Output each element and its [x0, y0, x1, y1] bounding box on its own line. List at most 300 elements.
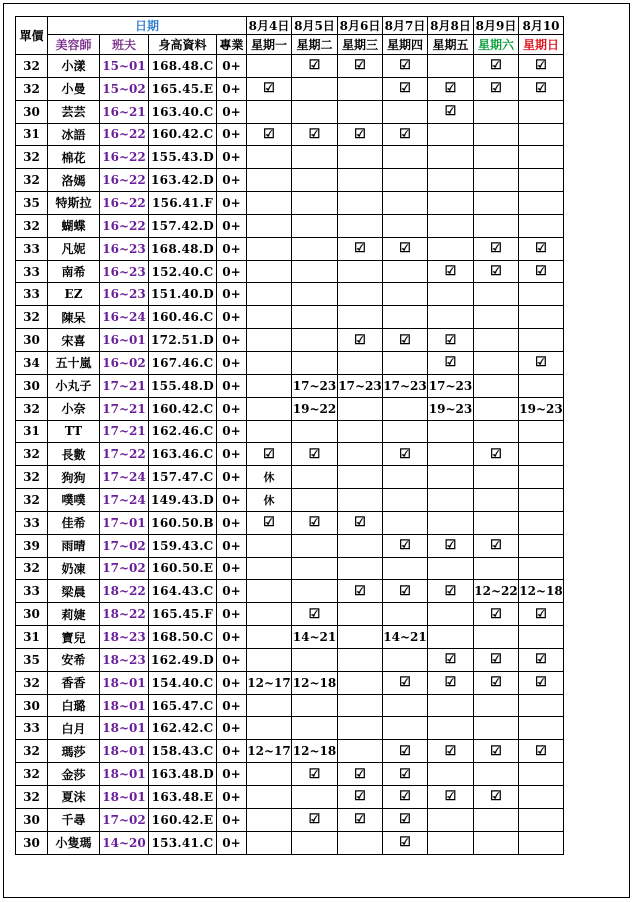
day-cell [338, 694, 383, 717]
checkbox-icon: ☑ [535, 81, 547, 97]
day-cell [247, 671, 292, 694]
day-cell [474, 466, 519, 489]
day-cell [247, 489, 292, 512]
special-cell: 0+ [217, 763, 247, 786]
day-cell [338, 192, 383, 215]
day-cell [383, 329, 428, 352]
day-cell [247, 466, 292, 489]
checkbox-icon: ☑ [399, 583, 411, 599]
shift-time: 17~23 [292, 378, 337, 393]
height-cell: 172.51.D [149, 329, 217, 352]
day-cell [247, 351, 292, 374]
ban-cell: 16~24 [100, 306, 149, 329]
day-cell [474, 55, 519, 78]
special-cell: 0+ [217, 557, 247, 580]
checkbox-icon: ☑ [354, 241, 366, 257]
day-cell [247, 100, 292, 123]
date-header: 8月7日 [383, 17, 428, 35]
table-row [16, 763, 564, 786]
height-cell: 164.43.C [149, 580, 217, 603]
checkbox-icon: ☑ [490, 743, 502, 759]
checkbox-icon: ☑ [354, 812, 366, 828]
day-cell [247, 306, 292, 329]
checkbox-icon: ☑ [444, 583, 457, 599]
checkbox-icon: ☑ [399, 446, 411, 462]
day-cell [247, 557, 292, 580]
day-cell [474, 192, 519, 215]
price-cell: 33 [16, 717, 48, 740]
special-cell: 0+ [217, 214, 247, 237]
day-cell [247, 648, 292, 671]
day-cell [519, 580, 564, 603]
name-cell: 寶兒 [48, 626, 100, 649]
day-cell [474, 626, 519, 649]
day-cell [292, 77, 338, 100]
name-cell: TT [48, 420, 100, 443]
day-off-label: 休 [263, 493, 275, 507]
day-cell [474, 77, 519, 100]
day-cell [338, 283, 383, 306]
day-header-fri: 星期五 [428, 35, 474, 55]
checkbox-icon: ☑ [354, 332, 366, 348]
ban-cell: 17~21 [100, 420, 149, 443]
name-cell: 洛嫣 [48, 169, 100, 192]
height-cell: 163.46.C [149, 443, 217, 466]
day-cell [519, 694, 564, 717]
day-cell [292, 740, 338, 763]
day-cell [474, 786, 519, 809]
day-cell [383, 283, 428, 306]
day-cell [519, 717, 564, 740]
height-cell: 156.41.F [149, 192, 217, 215]
day-cell [519, 489, 564, 512]
checkbox-icon: ☑ [399, 789, 411, 805]
price-cell: 34 [16, 351, 48, 374]
day-cell [519, 557, 564, 580]
height-cell: 165.45.F [149, 603, 217, 626]
day-cell [474, 534, 519, 557]
name-cell: 宋喜 [48, 329, 100, 352]
height-cell: 152.40.C [149, 260, 217, 283]
day-cell [519, 214, 564, 237]
special-cell: 0+ [217, 671, 247, 694]
checkbox-icon: ☑ [263, 515, 275, 531]
day-cell [474, 374, 519, 397]
name-cell: 小奈 [48, 397, 100, 420]
name-cell: 蝴蝶 [48, 214, 100, 237]
day-cell [428, 374, 474, 397]
date-header: 8月8日 [428, 17, 474, 35]
day-cell [474, 169, 519, 192]
day-cell [519, 306, 564, 329]
ban-cell: 18~22 [100, 580, 149, 603]
checkbox-icon: ☑ [490, 675, 502, 691]
day-cell [292, 603, 338, 626]
day-cell [474, 671, 519, 694]
checkbox-icon: ☑ [399, 81, 411, 97]
day-cell [428, 831, 474, 854]
price-cell: 30 [16, 603, 48, 626]
day-cell [519, 351, 564, 374]
special-cell: 0+ [217, 694, 247, 717]
ban-cell: 16~22 [100, 146, 149, 169]
day-cell [292, 351, 338, 374]
checkbox-icon: ☑ [490, 241, 502, 257]
day-cell [292, 329, 338, 352]
day-cell [292, 283, 338, 306]
checkbox-icon: ☑ [308, 515, 321, 531]
day-cell [292, 717, 338, 740]
day-cell [247, 420, 292, 443]
day-cell [383, 694, 428, 717]
day-cell [428, 77, 474, 100]
header-row-columns [16, 35, 564, 55]
day-cell [474, 717, 519, 740]
ban-cell: 16~21 [100, 100, 149, 123]
checkbox-icon: ☑ [444, 743, 457, 759]
checkbox-icon: ☑ [444, 355, 457, 371]
table-row [16, 192, 564, 215]
checkbox-icon: ☑ [444, 81, 457, 97]
height-cell: 165.47.C [149, 694, 217, 717]
price-cell: 30 [16, 374, 48, 397]
shift-time: 12~17 [247, 744, 291, 759]
day-cell [292, 443, 338, 466]
day-cell [383, 717, 428, 740]
ban-cell: 16~22 [100, 169, 149, 192]
day-cell [338, 534, 383, 557]
shift-time: 19~23 [519, 401, 563, 416]
shift-time: 17~23 [338, 378, 382, 393]
price-cell: 30 [16, 329, 48, 352]
ban-cell: 18~01 [100, 740, 149, 763]
day-cell [247, 831, 292, 854]
shift-time: 14~21 [383, 630, 427, 645]
special-cell: 0+ [217, 603, 247, 626]
day-cell [383, 626, 428, 649]
day-cell [428, 146, 474, 169]
day-cell [519, 831, 564, 854]
shift-time: 12~22 [474, 584, 518, 599]
day-cell [247, 214, 292, 237]
day-cell [383, 603, 428, 626]
table-row [16, 511, 564, 534]
table-row [16, 466, 564, 489]
day-cell [474, 123, 519, 146]
day-cell [292, 260, 338, 283]
date-header: 8月5日 [292, 17, 338, 35]
checkbox-icon: ☑ [399, 766, 411, 782]
table-row [16, 786, 564, 809]
name-cell: 夏沫 [48, 786, 100, 809]
day-cell [474, 740, 519, 763]
checkbox-icon: ☑ [444, 652, 457, 668]
day-cell [519, 443, 564, 466]
date-header: 8月9日 [474, 17, 519, 35]
height-cell: 162.42.C [149, 717, 217, 740]
shift-time: 12~18 [292, 744, 337, 759]
day-cell [428, 123, 474, 146]
special-cell: 0+ [217, 786, 247, 809]
day-cell [519, 786, 564, 809]
price-header: 單價 [16, 17, 48, 55]
height-cell: 165.45.E [149, 77, 217, 100]
col-name-header: 美容師 [48, 35, 100, 55]
ban-cell: 17~02 [100, 557, 149, 580]
day-cell [519, 626, 564, 649]
price-cell: 32 [16, 443, 48, 466]
checkbox-icon: ☑ [444, 789, 457, 805]
day-cell [428, 808, 474, 831]
price-cell: 30 [16, 831, 48, 854]
day-cell [519, 511, 564, 534]
special-cell: 0+ [217, 443, 247, 466]
day-cell [292, 489, 338, 512]
price-cell: 32 [16, 763, 48, 786]
name-cell: EZ [48, 283, 100, 306]
day-cell [247, 283, 292, 306]
height-cell: 149.43.D [149, 489, 217, 512]
checkbox-icon: ☑ [399, 241, 411, 257]
shift-time: 12~18 [292, 675, 337, 690]
day-cell [292, 648, 338, 671]
price-cell: 32 [16, 557, 48, 580]
ban-cell: 17~21 [100, 397, 149, 420]
ban-cell: 17~24 [100, 466, 149, 489]
price-cell: 35 [16, 192, 48, 215]
table-row [16, 420, 564, 443]
header-row-dates [16, 17, 564, 35]
day-header-wed: 星期三 [338, 35, 383, 55]
ban-cell: 17~01 [100, 511, 149, 534]
date-header: 8月6日 [338, 17, 383, 35]
day-cell [292, 626, 338, 649]
shift-time: 17~23 [428, 378, 473, 393]
day-cell [247, 77, 292, 100]
col-ban-header: 班夫 [100, 35, 149, 55]
checkbox-icon: ☑ [490, 789, 502, 805]
day-cell [428, 306, 474, 329]
day-cell [292, 397, 338, 420]
day-cell [383, 831, 428, 854]
special-cell: 0+ [217, 123, 247, 146]
day-cell [292, 557, 338, 580]
date-header: 8月10 [519, 17, 564, 35]
price-cell: 32 [16, 671, 48, 694]
checkbox-icon: ☑ [490, 58, 502, 74]
day-cell [428, 260, 474, 283]
day-cell [247, 786, 292, 809]
day-cell [519, 283, 564, 306]
price-cell: 32 [16, 786, 48, 809]
price-cell: 33 [16, 237, 48, 260]
day-cell [338, 626, 383, 649]
table-row [16, 740, 564, 763]
checkbox-icon: ☑ [444, 675, 457, 691]
day-cell [292, 169, 338, 192]
name-cell: 佳希 [48, 511, 100, 534]
checkbox-icon: ☑ [399, 812, 411, 828]
day-cell [338, 831, 383, 854]
special-cell: 0+ [217, 374, 247, 397]
ban-cell: 14~20 [100, 831, 149, 854]
checkbox-icon: ☑ [263, 126, 275, 142]
day-cell [292, 466, 338, 489]
day-cell [247, 626, 292, 649]
name-cell: 香香 [48, 671, 100, 694]
price-cell: 32 [16, 169, 48, 192]
day-cell [338, 374, 383, 397]
day-cell [428, 648, 474, 671]
table-row [16, 237, 564, 260]
checkbox-icon: ☑ [399, 743, 411, 759]
special-cell: 0+ [217, 466, 247, 489]
checkbox-icon: ☑ [399, 835, 411, 851]
price-cell: 33 [16, 260, 48, 283]
name-cell: 梁晨 [48, 580, 100, 603]
day-cell [383, 146, 428, 169]
height-cell: 160.46.C [149, 306, 217, 329]
day-cell [383, 100, 428, 123]
table-row [16, 557, 564, 580]
height-cell: 153.41.C [149, 831, 217, 854]
ban-cell: 18~23 [100, 648, 149, 671]
ban-cell: 17~02 [100, 534, 149, 557]
checkbox-icon: ☑ [535, 264, 547, 280]
checkbox-icon: ☑ [535, 606, 547, 622]
special-cell: 0+ [217, 55, 247, 78]
ban-cell: 18~01 [100, 786, 149, 809]
checkbox-icon: ☑ [490, 652, 502, 668]
checkbox-icon: ☑ [490, 446, 502, 462]
day-cell [292, 763, 338, 786]
checkbox-icon: ☑ [490, 81, 502, 97]
special-cell: 0+ [217, 146, 247, 169]
special-cell: 0+ [217, 351, 247, 374]
day-cell [428, 489, 474, 512]
ban-cell: 16~22 [100, 192, 149, 215]
name-cell: 瑪莎 [48, 740, 100, 763]
price-cell: 35 [16, 648, 48, 671]
ban-cell: 17~22 [100, 443, 149, 466]
day-cell [383, 192, 428, 215]
day-cell [428, 192, 474, 215]
day-cell [338, 146, 383, 169]
table-row [16, 77, 564, 100]
day-cell [247, 740, 292, 763]
table-row [16, 626, 564, 649]
day-cell [383, 260, 428, 283]
price-cell: 32 [16, 146, 48, 169]
day-cell [338, 443, 383, 466]
height-cell: 160.42.C [149, 397, 217, 420]
special-cell: 0+ [217, 237, 247, 260]
day-cell [474, 351, 519, 374]
height-cell: 157.47.C [149, 466, 217, 489]
day-cell [292, 831, 338, 854]
special-cell: 0+ [217, 77, 247, 100]
table-row [16, 283, 564, 306]
ban-cell: 17~02 [100, 808, 149, 831]
day-cell [428, 351, 474, 374]
day-cell [383, 77, 428, 100]
checkbox-icon: ☑ [354, 126, 366, 142]
table-row [16, 534, 564, 557]
table-row [16, 397, 564, 420]
table-row [16, 694, 564, 717]
day-cell [428, 443, 474, 466]
checkbox-icon: ☑ [308, 58, 321, 74]
day-cell [247, 763, 292, 786]
day-cell [428, 511, 474, 534]
price-cell: 33 [16, 580, 48, 603]
day-cell [383, 443, 428, 466]
height-cell: 158.43.C [149, 740, 217, 763]
day-cell [428, 214, 474, 237]
day-cell [474, 648, 519, 671]
day-cell [383, 534, 428, 557]
day-cell [292, 237, 338, 260]
day-cell [247, 717, 292, 740]
height-cell: 155.43.D [149, 146, 217, 169]
table-row [16, 648, 564, 671]
table-row [16, 489, 564, 512]
day-cell [338, 260, 383, 283]
checkbox-icon: ☑ [308, 126, 321, 142]
special-cell: 0+ [217, 329, 247, 352]
name-cell: 五十嵐 [48, 351, 100, 374]
price-cell: 32 [16, 55, 48, 78]
day-cell [519, 77, 564, 100]
day-cell [383, 740, 428, 763]
day-cell [247, 694, 292, 717]
height-cell: 154.40.C [149, 671, 217, 694]
day-cell [338, 214, 383, 237]
ban-cell: 15~02 [100, 77, 149, 100]
checkbox-icon: ☑ [354, 583, 366, 599]
col-height-header: 身高資料 [149, 35, 217, 55]
checkbox-icon: ☑ [535, 241, 547, 257]
height-cell: 163.48.E [149, 786, 217, 809]
day-cell [338, 763, 383, 786]
table-row [16, 603, 564, 626]
height-cell: 168.48.D [149, 237, 217, 260]
day-cell [338, 55, 383, 78]
special-cell: 0+ [217, 511, 247, 534]
checkbox-icon: ☑ [490, 538, 502, 554]
special-cell: 0+ [217, 489, 247, 512]
day-cell [474, 283, 519, 306]
day-cell [474, 511, 519, 534]
price-cell: 30 [16, 694, 48, 717]
day-cell [428, 603, 474, 626]
name-cell: 莉婕 [48, 603, 100, 626]
day-cell [428, 420, 474, 443]
height-cell: 162.46.C [149, 420, 217, 443]
ban-cell: 18~01 [100, 694, 149, 717]
day-cell [338, 237, 383, 260]
day-cell [428, 283, 474, 306]
name-cell: 安希 [48, 648, 100, 671]
day-cell [292, 534, 338, 557]
day-cell [383, 123, 428, 146]
day-cell [247, 374, 292, 397]
height-cell: 160.50.B [149, 511, 217, 534]
day-cell [338, 603, 383, 626]
height-cell: 168.50.C [149, 626, 217, 649]
checkbox-icon: ☑ [399, 675, 411, 691]
day-cell [428, 169, 474, 192]
